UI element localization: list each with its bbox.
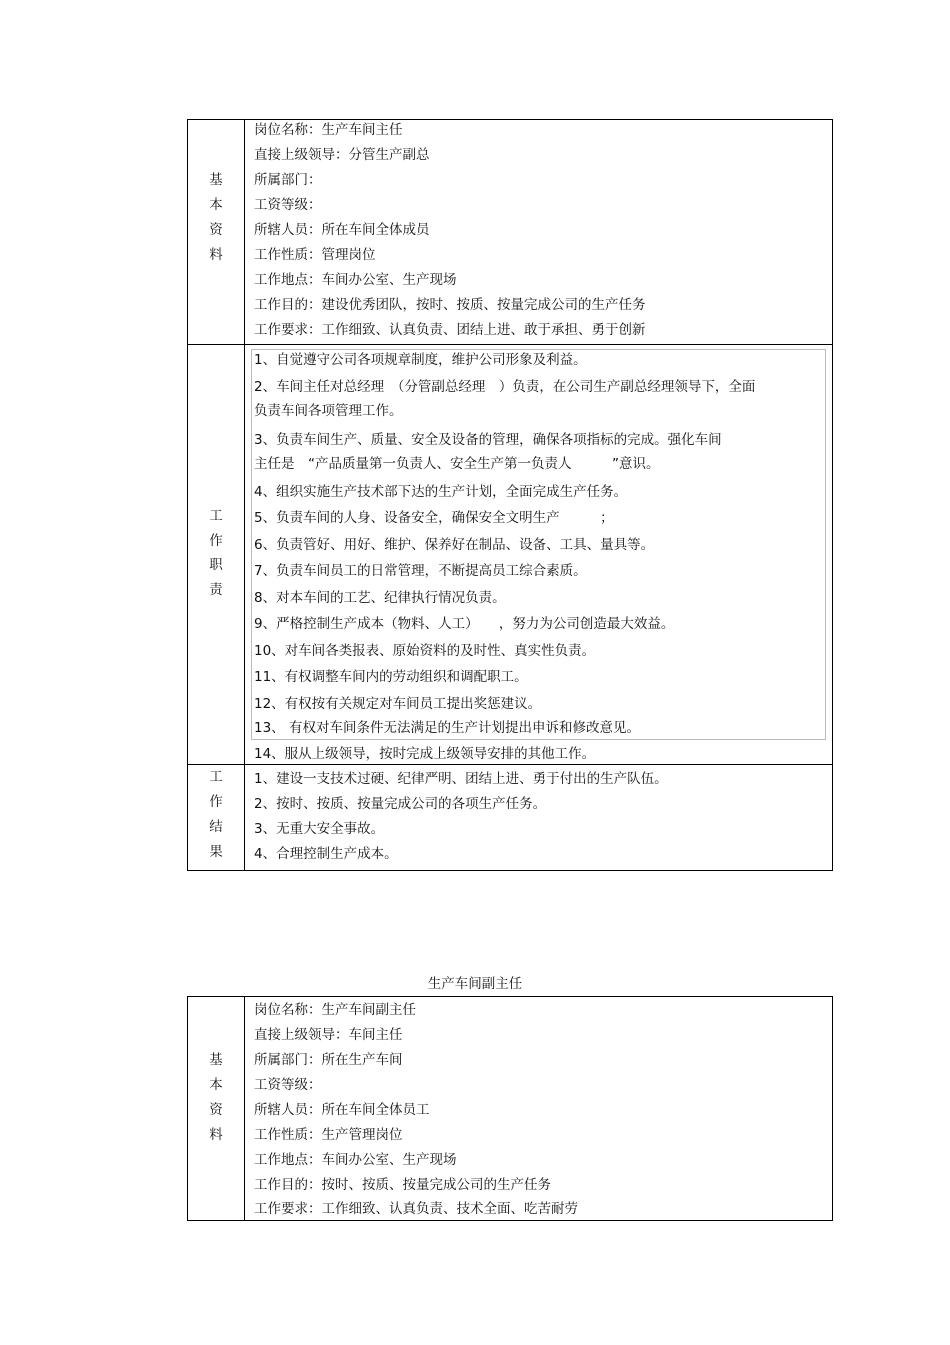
duty-line: 4、组织实施生产技术部下达的生产计划，全面完成生产任务。 — [254, 484, 628, 500]
results-section — [188, 764, 832, 871]
job-table-deputy-director — [187, 996, 833, 1221]
basic-info-line: 所辖人员：所在车间全体成员 — [254, 222, 430, 238]
duty-line: 6、负责管好、用好、维护、保养好在制品、设备、工具、量具等。 — [254, 537, 655, 553]
label-char: 料 — [209, 1127, 223, 1143]
basic-info-line: 所属部门：所在生产车间 — [254, 1052, 403, 1068]
basic-info-line: 所属部门： — [254, 172, 322, 188]
duties-section — [188, 344, 832, 765]
basic-info-line: 直接上级领导：分管生产副总 — [254, 147, 430, 163]
label-char: 基 — [209, 1052, 223, 1068]
basic-info-section — [188, 997, 832, 1220]
duty-line: 11、有权调整车间内的劳动组织和调配职工。 — [254, 669, 528, 685]
basic-info-line: 工作性质：生产管理岗位 — [254, 1127, 403, 1143]
label-char: 结 — [209, 819, 223, 835]
duty-line: 9、严格控制生产成本（物料、人工） ，努力为公司创造最大效益。 — [254, 616, 675, 632]
label-char: 果 — [209, 844, 223, 860]
label-char: 料 — [209, 247, 223, 263]
result-line: 3、无重大安全事故。 — [254, 821, 385, 837]
label-char: 资 — [209, 1102, 223, 1118]
duty-line: 负责车间各项管理工作。 — [254, 403, 403, 419]
basic-info-line: 岗位名称：生产车间主任 — [254, 122, 403, 138]
label-char: 本 — [209, 197, 223, 213]
duty-line: 12、有权按有关规定对车间员工提出奖惩建议。 — [254, 696, 542, 712]
duty-line: 5、负责车间的人身、设备安全，确保安全文明生产 ； — [254, 510, 614, 526]
label-char: 资 — [209, 222, 223, 238]
section-caption: 生产车间副主任 — [427, 976, 523, 992]
label-char: 作 — [209, 794, 223, 810]
duty-line: 1、自觉遵守公司各项规章制度，维护公司形象及利益。 — [254, 352, 587, 368]
job-table-workshop-director — [187, 119, 833, 871]
basic-info-line: 工作地点：车间办公室、生产现场 — [254, 1152, 457, 1168]
basic-info-line: 工作目的：按时、按质、按量完成公司的生产任务 — [254, 1177, 551, 1193]
label-char: 工 — [209, 508, 223, 524]
basic-info-line: 工作要求：工作细致、认真负责、团结上进、敢于承担、勇于创新 — [254, 322, 646, 338]
basic-info-line: 工作性质：管理岗位 — [254, 247, 376, 263]
basic-info-label — [188, 997, 245, 1220]
duty-line: 3、负责车间生产、质量、安全及设备的管理，确保各项指标的完成。强化车间 — [254, 432, 722, 448]
label-char: 本 — [209, 1077, 223, 1093]
duty-line: 8、对本车间的工艺、纪律执行情况负责。 — [254, 590, 506, 606]
result-line: 2、按时、按质、按量完成公司的各项生产任务。 — [254, 796, 547, 812]
duty-line: 13、 有权对车间条件无法满足的生产计划提出申诉和修改意见。 — [254, 720, 640, 736]
duties-label — [188, 345, 245, 765]
basic-info-line: 岗位名称：生产车间副主任 — [254, 1002, 416, 1018]
basic-info-line: 直接上级领导：车间主任 — [254, 1027, 403, 1043]
duty-line: 主任是 “产品质量第一负责人、安全生产第一负责人 ”意识。 — [254, 456, 660, 472]
label-char: 职 — [209, 557, 223, 573]
basic-info-line: 工资等级： — [254, 197, 322, 213]
result-line: 4、合理控制生产成本。 — [254, 846, 398, 862]
basic-info-line: 工作要求：工作细致、认真负责、技术全面、吃苦耐劳 — [254, 1201, 578, 1217]
label-char: 责 — [209, 582, 223, 598]
basic-info-line: 工作地点：车间办公室、生产现场 — [254, 272, 457, 288]
basic-info-line: 工作目的：建设优秀团队，按时、按质、按量完成公司的生产任务 — [254, 297, 646, 313]
label-char: 作 — [209, 533, 223, 549]
basic-info-label — [188, 120, 245, 344]
basic-info-line: 工资等级： — [254, 1077, 322, 1093]
label-char: 工 — [209, 769, 223, 785]
duty-line: 10、对车间各类报表、原始资料的及时性、真实性负责。 — [254, 643, 596, 659]
label-char: 基 — [209, 172, 223, 188]
duty-line: 7、负责车间员工的日常管理，不断提高员工综合素质。 — [254, 563, 587, 579]
duty-line: 2、车间主任对总经理 （分管副总经理 ）负责，在公司生产副总经理领导下，全面 — [254, 379, 756, 395]
result-line: 1、建设一支技术过硬、纪律严明、团结上进、勇于付出的生产队伍。 — [254, 771, 668, 787]
basic-info-line: 所辖人员：所在车间全体员工 — [254, 1102, 430, 1118]
duty-line: 14、服从上级领导，按时完成上级领导安排的其他工作。 — [254, 746, 596, 762]
results-label — [188, 765, 245, 871]
basic-info-section — [188, 120, 832, 344]
